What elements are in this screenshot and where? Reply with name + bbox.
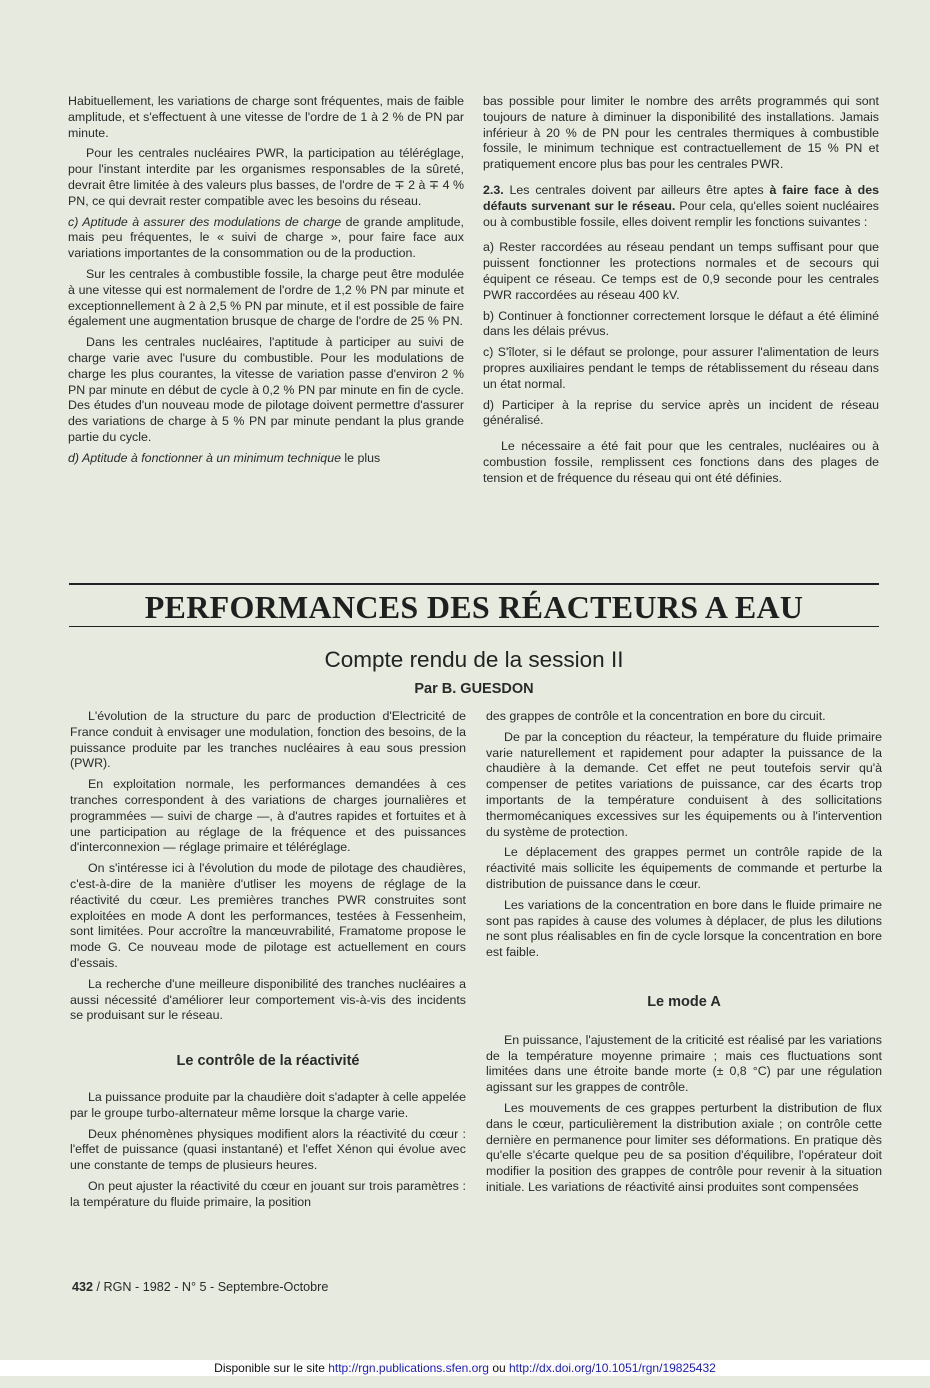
paragraph: [68, 451, 464, 467]
site-link[interactable]: http://rgn.publications.sfen.org: [328, 1361, 489, 1375]
paragraph: Sur les centrales à combustible fossile, la charge peut être modulée à une vitesse qui est normalement de l'ordre de 1,2 % PN par minute et exceptionnellement à 2 à 2,5 % PN par minute, et il est possible de faire également une augmentation brusque de charge de l'ordre de 25 % PN.: [68, 266, 464, 329]
paragraph-text: de grande amplitude, mais peu fréquentes, le « suivi de charge », pour faire face aux variations importantes de la consommation ou de la production.: [68, 214, 464, 261]
session-title: Compte rendu de la session II: [324, 647, 624, 672]
page-footer: [72, 1279, 328, 1295]
paragraph: [483, 183, 879, 230]
paragraph: L'évolution de la structure du parc de production d'Electricité de France conduit à envisager une modulation, fonction des besoins, de la puissance produite par les tranches nucléaires à eau sous pression (PWR).: [70, 709, 466, 771]
paragraph: En exploitation normale, les performances demandées à ces tranches correspondent à des variations de charges journalières et programmées — suivi de charge —, à d'autres rapides et fortuites et à une participation au réglage de la fréquence et des puissances d'interconnexion — réglage primaire et téléréglage.: [70, 777, 466, 855]
paragraph: On s'intéresse ici à l'évolution du mode de pilotage des chaudières, c'est-à-dire de la manière d'utliser les moyens de réglage de la réactivité du cœur. Les premières tranches PWR construites sont exploitées en mode A dont les performances, testées à Fessenheim, sont limitées. Pour accroître la manœuvrabilité, Framatome propose le mode G. Ce nouveau mode de pilotage est actuellement en cours d'essais.: [70, 861, 466, 970]
section-title: PERFORMANCES DES RÉACTEURS A EAU: [144, 589, 804, 625]
paragraph-text: le plus: [340, 450, 381, 465]
top-right-column: [483, 94, 879, 492]
bottom-left-column: [70, 709, 466, 1216]
author-byline: Par B. GUESDON: [414, 681, 534, 697]
paragraph: Les variations de la concentration en bore dans le fluide primaire ne sont pas rapides à cause des volumes à déplacer, de plus les dilutions ne sont plus réalisables en fin de cycle lorsque la concentration en bore est faible.: [486, 897, 882, 960]
paragraph: Les mouvements de ces grappes perturbent la distribution de flux dans le cœur, particulièrement la distribution axiale ; on contrôle cette dernière en permanence pour limiter ses déformations. En pratique dès qu'elle s'écarte quelque peu de sa position d'équilibre, l'opérateur doit modifier la position des grappes de contrôle pour revenir à la situation initiale. Les variations de réactivité ainsi produites sont compensées: [486, 1100, 882, 1194]
paragraph: Pour les centrales nucléaires PWR, la participation au téléréglage, pour l'instant interdite par les organismes responsables de la sûreté, devrait être limitée à des valeurs plus basses, de l'ordre de ∓ 2 à ∓ 4 % PN, ce qui devrait rester compatible avec les besoins du réseau.: [68, 146, 464, 208]
paragraph: La puissance produite par la chaudière doit s'adapter à celle appelée par le groupe turbo-alternateur même lorsque la charge varie.: [70, 1089, 466, 1120]
paragraph: En puissance, l'ajustement de la criticité est réalisé par les variations de la température moyenne primaire ; mais ces fluctuations sont limitées dans une étroite bande morte (± 0,8 °C) par une régulation agissant sur les grappes de contrôle.: [486, 1032, 882, 1095]
list-item: d) Participer à la reprise du service après un incident de réseau généralisé.: [483, 397, 879, 428]
subsection-heading: Le mode A: [647, 993, 721, 1010]
doi-link[interactable]: http://dx.doi.org/10.1051/rgn/19825432: [509, 1361, 716, 1375]
paragraph: des grappes de contrôle et la concentration en bore du circuit.: [486, 709, 826, 723]
availability-text: ou: [488, 1361, 509, 1375]
paragraph-text: Les centrales doivent par ailleurs être aptes: [503, 182, 770, 197]
list-item: c) S'îloter, si le défaut se prolonge, pour assurer l'alimentation de leurs propres auxiliaires pendant le temps de rétablissement du réseau dans un état normal.: [483, 345, 879, 391]
paragraph: Habituellement, les variations de charge sont fréquentes, mais de faible amplitude, et s'effectuent à une vitesse de l'ordre de 1 à 2 % de PN par minute.: [68, 94, 464, 140]
list-item: b) Continuer à fonctionner correctement lorsque le défaut a été éliminé dans les délais prévus.: [483, 308, 879, 339]
italic-heading: d) Aptitude à fonctionner à un minimum technique: [68, 450, 341, 465]
paragraph: La recherche d'une meilleure disponibilité des tranches nucléaires a aussi nécessité d'améliorer leur comportement vis-à-vis des incidents se produisant sur le réseau.: [70, 976, 466, 1023]
paragraph-text: Pour cela, qu'elles soient nucléaires ou à combustible fossile, elles doivent remplir les fonctions suivantes :: [483, 198, 879, 229]
availability-text: Disponible sur le site: [214, 1361, 329, 1375]
section-number: 2.3.: [483, 182, 504, 197]
header-rule-bottom: [69, 626, 879, 627]
availability-banner: [0, 1360, 930, 1376]
paragraph: [68, 215, 464, 262]
paragraph: Deux phénomènes physiques modifient alors la réactivité du cœur : l'effet de puissance (quasi instantané) et l'effet Xénon qui évolue avec une constante de temps de plusieurs heures.: [70, 1126, 466, 1173]
header-rule-top: [69, 583, 879, 585]
bottom-right-column: [486, 709, 882, 1201]
paragraph: On peut ajuster la réactivité du cœur en jouant sur trois paramètres : la température du fluide primaire, la position: [70, 1178, 466, 1209]
italic-heading: c) Aptitude à assurer des modulations de charge: [68, 214, 342, 229]
paragraph: Le déplacement des grappes permet un contrôle rapide de la réactivité mais sollicite les équipements de commande et perturbe la distribution de puissance dans le cœur.: [486, 845, 882, 891]
top-left-column: [68, 94, 464, 472]
paragraph: bas possible pour limiter le nombre des arrêts programmés qui sont toujours de nature à diminuer la disponibilité des installations. Jamais inférieur à 20 % de PN pour les centrales thermiques à combustible fossile, le minimum technique est contractuellement de 15 % PN et pratiquement encore plus bas pour les centrales PWR.: [483, 94, 879, 172]
page-number: 432: [72, 1280, 94, 1294]
bold-text: à faire face à des défauts survenant sur le réseau.: [483, 182, 879, 213]
paragraph: De par la conception du réacteur, la température du fluide primaire varie naturellement et rapidement pour adapter la puissance de la chaudière à la demande. Cet effet ne peut toutefois servir qu'à compenser de petites variations de puissance, car des écarts trop importants de la température conduisent à des sollicitations thermomécaniques excessives sur les équipements ou à l'intervention du système de protection.: [486, 729, 882, 839]
paragraph: Dans les centrales nucléaires, l'aptitude à participer au suivi de charge varie avec l'usure du combustible. Pour les modulations de charge les plus courantes, la vitesse de variation passe d'environ 2 % PN par minute en début de cycle à 0,2 % PN par minute en fin de cycle. Des études d'un nouveau mode de pilotage doivent permettre d'assurer des variations de charge à 5 % PN par minute pendant la plus grande partie du cycle.: [68, 335, 464, 444]
subsection-heading: Le contrôle de la réactivité: [176, 1053, 360, 1070]
paragraph: Le nécessaire a été fait pour que les centrales, nucléaires ou à combustion fossile, remplissent ces fonctions dans des plages de tension et de fréquence du réseau qui ont été définies.: [483, 439, 879, 485]
journal-reference: / RGN - 1982 - N° 5 - Septembre-Octobre: [93, 1280, 329, 1294]
list-item: a) Rester raccordées au réseau pendant un temps suffisant pour que puissent fonctionner les protections normales et de secours qui équipent ce réseau. Ce temps est de 0,9 seconde pour les centrales PWR raccordées au réseau 400 kV.: [483, 240, 879, 302]
